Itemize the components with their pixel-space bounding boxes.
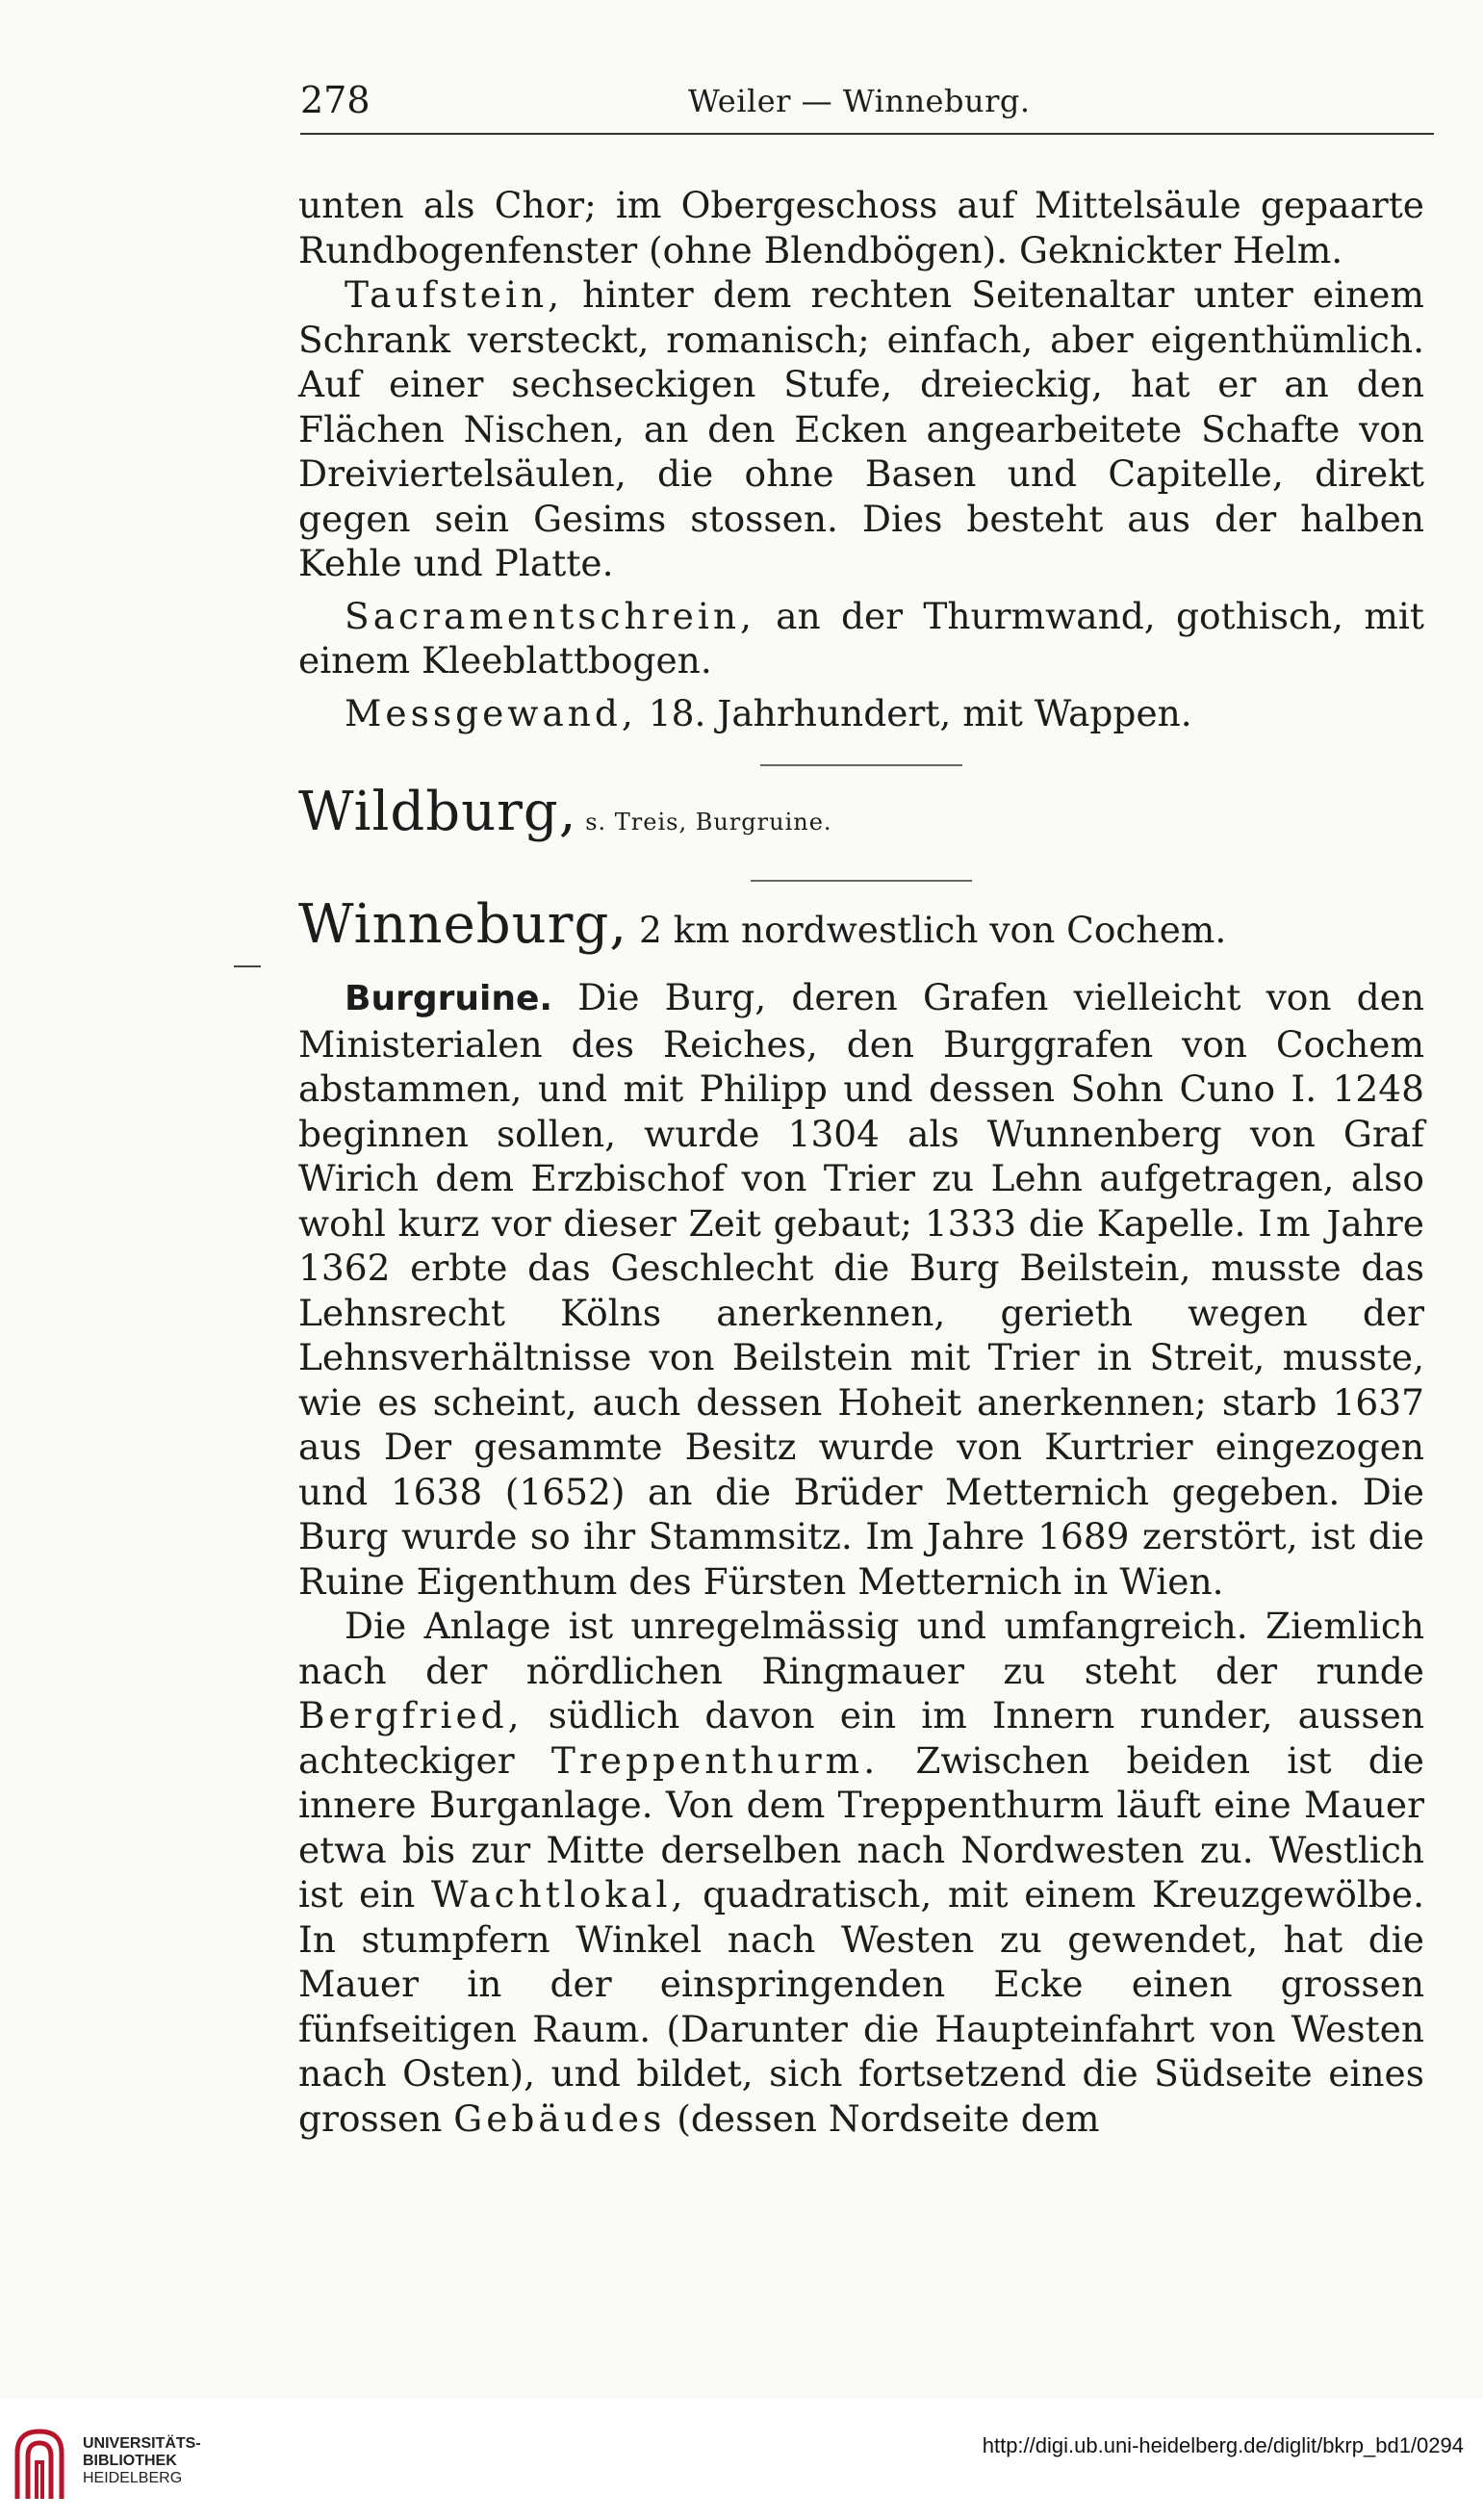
anlage-text-1: Die Anlage ist unregelmässig und umfangreich. Ziemlich nach der nördlichen Ringmauer zu steht der runde [298,1605,1424,1692]
paragraph-chor: unten als Chor; im Obergeschoss auf Mittelsäule gepaarte Rundbogenfenster (ohne Blendbögen). Geknickter Helm. [298,184,1424,271]
page-number: 278 [300,79,371,121]
sacramentschrein-text: an der Thurmwand, gothisch, mit einem Kleeblattbogen. [298,594,1424,681]
running-title: Weiler — Winneburg. [688,83,1031,119]
anlage-text-2: südlich davon ein im Innern runder, aussen achteckiger [298,1694,1424,1782]
term-gebaeudes: Gebäudes [453,2096,666,2140]
paragraph-burgruine [298,975,1424,1604]
im-jahre: Im [1258,1201,1315,1245]
term-wachtlokal: Wachtlokal, [430,1873,687,1916]
section-divider [751,880,972,882]
burgruine-text-2: Jahre 1362 erbte das Geschlecht die Burg Beilstein, musste das Lehnsrecht Kölns anerkennen, gerieth wegen der Lehnsverhältnisse von Beilstein mit Trier in Streit, musste, wie es scheint, auch dessen Hoheit anerkennen; starb 1637 aus Der gesammte Besitz wurde von Kurtrier eingezogen und 1638 (1652) an die Brüder Metternich gegeben. Die Burg wurde so ihr Stammsitz. Im Jahre 1689 zerstört, ist die Ruine Eigenthum des Fürsten Metternich in Wien. [298,1201,1424,1603]
term-burgruine: Burgruine. [345,979,553,1018]
margin-dash-mark [234,965,261,967]
anlage-text-5: (dessen Nordseite dem [665,2096,1100,2140]
section-divider [760,764,962,766]
paragraph-sacramentschrein [298,594,1424,683]
term-sacramentschrein: Sacramentschrein, [345,594,755,637]
term-messgewand: Messgewand, [345,691,637,734]
entry-wildburg [298,781,1424,851]
anlage-text-4: quadratisch, mit einem Kreuzgewölbe. In stumpfern Winkel nach Westen zu gewendet, hat die Mauer in der einspringenden Ecke einen grossen fünfseitigen Raum. (Darunter die Haupteinfahrt von Westen nach Osten), und bildet, sich fortsetzend die Südseite eines grossen [298,1873,1424,2140]
header-rule [300,133,1434,135]
heading-winneburg: Winneburg, [298,893,628,956]
term-bergfried: Bergfried, [298,1694,524,1736]
term-taufstein: Taufstein, [345,273,564,316]
paragraph-messgewand [298,691,1424,736]
burgruine-text-1: Die Burg, deren Grafen vielleicht von den Ministerialen des Reiches, den Burggrafen von Cochem abstammen, und mit Philipp und dessen Sohn Cuno I. 1248 beginnen sollen, wurde 1304 als Wunnenberg von Graf Wirich dem Erzbischof von Trier zu Lehn aufgetragen, also wohl kurz vor dieser Zeit gebaut; 1333 die Kapelle. [298,976,1424,1245]
entry-winneburg [298,895,1424,960]
page-header [300,79,1434,137]
taufstein-text: hinter dem rechten Seitenaltar unter einem Schrank versteckt, romanisch; einfach, aber eigenthümlich. Auf einer sechseckigen Stufe, dreieckig, hat er an den Flächen Nischen, an den Ecken angearbeitete Schafte von Dreiviertelsäulen, die ohne Basen und Capitelle, direkt gegen sein Gesims stossen. Dies besteht aus der halben Kehle und Platte. [298,273,1424,584]
winneburg-location: 2 km nordwestlich von Cochem. [627,909,1227,951]
page-body [298,183,1424,2141]
library-line-1: UNIVERSITÄTS- [83,2435,201,2452]
viewer-footer [0,2399,1483,2520]
term-treppenthurm: Treppenthurm. [550,1738,880,1782]
paragraph-anlage [298,1604,1424,2141]
permalink-url[interactable]: http://digi.ub.uni-heidelberg.de/diglit/bkrp_bd1/0294 [982,2433,1464,2457]
heading-wildburg: Wildburg, [298,781,577,843]
paragraph-taufstein [298,272,1424,586]
messgewand-text: 18. Jahrhundert, mit Wappen. [636,691,1192,734]
library-name [83,2435,201,2487]
library-line-2: BIBLIOTHEK [83,2453,177,2469]
wildburg-reference: s. Treis, Burgruine. [576,809,832,836]
anlage-text-3: Zwischen beiden ist die innere Burganlage. Von dem Treppenthurm läuft eine Mauer etwa bis zur Mitte derselben nach Nordwesten zu. Westlich ist ein [298,1738,1424,1916]
library-line-3: HEIDELBERG [83,2470,183,2486]
heidelberg-library-logo-icon[interactable] [13,2424,65,2501]
